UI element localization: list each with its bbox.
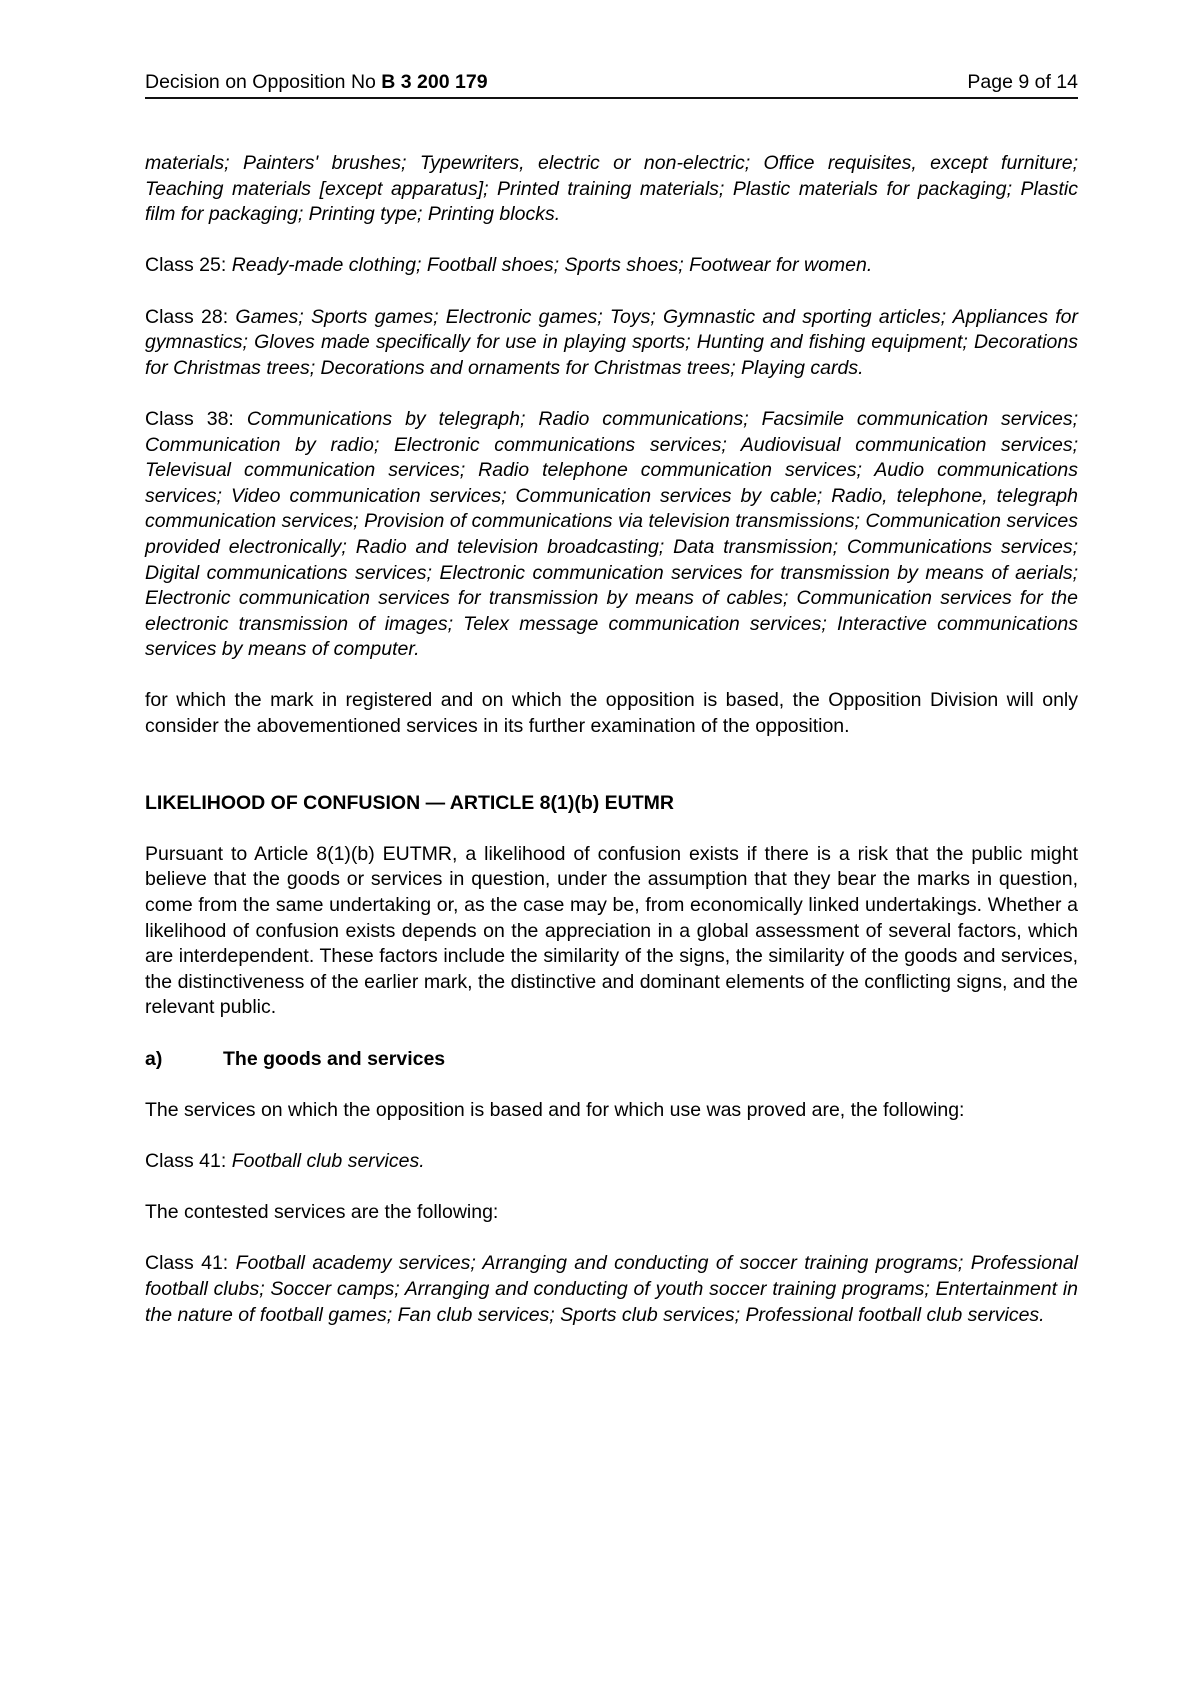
subsection-title: The goods and services [223, 1047, 446, 1070]
paragraph-class-38 [145, 407, 1078, 663]
paragraph-class-28 [145, 305, 1078, 382]
paragraph-class-25 [145, 253, 1078, 279]
class-28-text: Games; Sports games; Electronic games; Toys; Gymnastic and sporting articles; Appliances for gymnastics; Gloves made specifically for use in playing sports; Hunting and fishing equipment; Decorations for Christmas trees; Decorations and ornaments for Christmas trees; Playing cards. [145, 305, 1078, 379]
page-header [145, 72, 1078, 99]
paragraph-contested-intro: The contested services are the following: [145, 1201, 499, 1224]
class-25-text: Ready-made clothing; Football shoes; Sports shoes; Footwear for women. [231, 254, 873, 277]
page-indicator: Page 9 of 14 [967, 71, 1078, 93]
paragraph-opposition-basis: for which the mark in registered and on which the opposition is based, the Opposition Division will only consider the abovementioned services in its further examination of the opposition. [145, 689, 1078, 738]
class-28-label: Class 28: [145, 305, 229, 328]
document-body [145, 151, 1078, 1328]
class-41-earlier-label: Class 41: [145, 1149, 227, 1172]
paragraph-class-41-earlier [145, 1149, 1078, 1175]
subsection-label: a) [145, 1047, 163, 1070]
paragraph-pursuant: Pursuant to Article 8(1)(b) EUTMR, a likelihood of confusion exists if there is a risk that the public might believe that the goods or services in question, under the assumption that they bear the marks in question, come from the same undertaking or, as the case may be, from economically linked undertakings. Whether a likelihood of confusion exists depends on the appreciation in a global assessment of several factors, which are interdependent. These factors include the similarity of the signs, the similarity of the goods and services, the distinctiveness of the earlier mark, the distinctive and dominant elements of the conflicting signs, and the relevant public. [145, 842, 1078, 1019]
class-41-contested-label: Class 41: [145, 1252, 229, 1275]
header-title [145, 72, 488, 93]
section-heading-likelihood-of-confusion: LIKELIHOOD OF CONFUSION — ARTICLE 8(1)(b) EUTMR [145, 791, 675, 814]
class-41-earlier-text: Football club services. [231, 1149, 425, 1172]
paragraph-services-proved: The services on which the opposition is based and for which use was proved are, the following: [145, 1098, 965, 1121]
paragraph-goods-continuation: materials; Painters' brushes; Typewriters, electric or non-electric; Office requisites, except furniture; Teaching materials [except apparatus]; Printed training materials; Plastic materials for packaging; Plastic film for packaging; Printing type; Printing blocks. [145, 152, 1078, 226]
opposition-number: B 3 200 179 [381, 71, 488, 93]
class-41-contested-text: Football academy services; Arranging and conducting of soccer training programs; Professional football clubs; Soccer camps; Arranging and conducting of youth soccer training programs; Entertainment in the nature of football games; Fan club services; Sports club services; Professional football club services. [145, 1252, 1078, 1326]
subsection-heading-goods-and-services [145, 1047, 1078, 1073]
class-38-label: Class 38: [145, 407, 234, 430]
header-title-regular: Decision on Opposition No [145, 71, 382, 93]
class-38-text: Communications by telegraph; Radio communications; Facsimile communication services; Communication by radio; Electronic communications services; Audiovisual communication services; Televisual communication services; Radio telephone communication services; Audio communications services; Video communication services; Communication services by cable; Radio, telephone, telegraph communication services; Provision of communications via television transmissions; Communication services provided electronically; Radio and television broadcasting; Data transmission; Communications services; Digital communications services; Electronic communication services for transmission by means of aerials; Electronic communication services for transmission by means of cables; Communication services for the electronic transmission of images; Telex message communication services; Interactive communications services by means of computer. [145, 407, 1078, 661]
paragraph-class-41-contested [145, 1251, 1078, 1328]
class-25-label: Class 25: [145, 254, 227, 277]
